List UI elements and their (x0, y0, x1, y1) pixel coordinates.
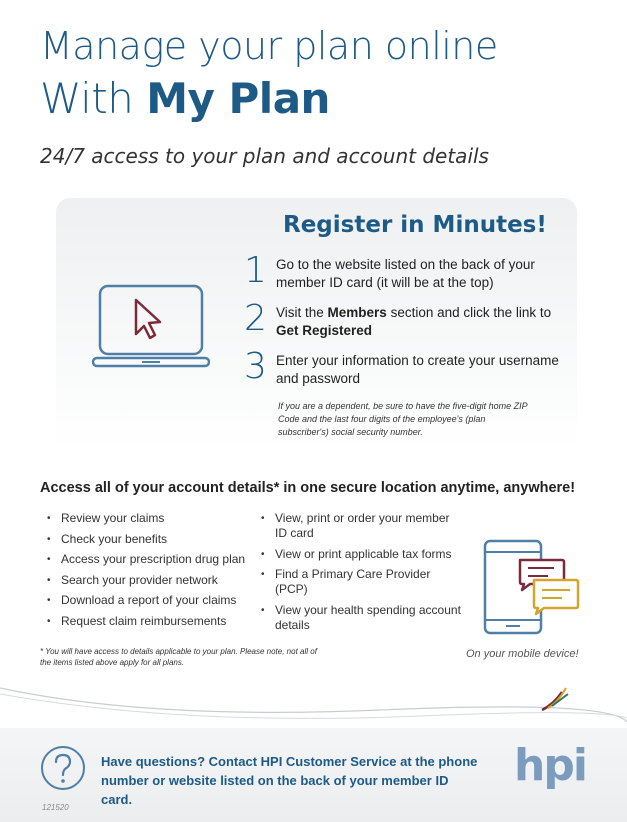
list-item: • Search your provider network (47, 573, 245, 588)
list-item: • View, print or order your member ID card (261, 511, 461, 541)
features-list-right (261, 511, 461, 638)
hpi-logo: hpi (514, 740, 586, 791)
features-list-left (47, 511, 245, 634)
list-item: • Review your claims (47, 511, 245, 526)
mobile-caption: On your mobile device! (466, 648, 579, 660)
question-icon (40, 745, 86, 791)
page-title-line1: Manage your plan online (40, 24, 498, 68)
footnote: * You will have access to details applicable to your plan. Please note, not all of the items listed above apply for all plans. (40, 647, 317, 667)
page-subtitle: 24/7 access to your plan and account details (40, 144, 489, 168)
contact-text: Have questions? Contact HPI Customer Service at the phone number or website listed on the back of your member ID card. (101, 754, 478, 807)
phone-chat-icon (482, 538, 582, 638)
page-title-line2 (40, 74, 330, 123)
step-number: 2 (244, 298, 267, 339)
list-item: • View your health spending account details (261, 603, 461, 633)
step-bold-part: Members (327, 305, 387, 320)
step-text (276, 304, 566, 340)
bird-icon (540, 684, 570, 714)
swoosh-divider (0, 680, 627, 730)
document-code: 121520 (42, 803, 69, 812)
step-number: 3 (244, 346, 267, 387)
list-item: • Check your benefits (47, 532, 245, 547)
register-title: Register in Minutes! (283, 212, 547, 238)
access-heading: Access all of your account details* in one secure location anytime, anywhere! (40, 480, 576, 496)
title-prefix: With (40, 74, 147, 123)
step-text: Go to the website listed on the back of your member ID card (it will be at the top) (276, 257, 535, 290)
step-text: Enter your information to create your username and password (276, 353, 559, 386)
list-item: • Request claim reimbursements (47, 614, 245, 629)
list-item: • Find a Primary Care Provider (PCP) (261, 567, 461, 597)
step-text-part: Visit the (276, 305, 328, 320)
step-bold-part: Get Registered (276, 323, 373, 338)
dependent-note: If you are a dependent, be sure to have the five-digit home ZIP Code and the last four digits of the employee's (plan subscriber's) social security number. (278, 401, 528, 437)
step-number: 1 (244, 250, 267, 291)
list-item: • Download a report of your claims (47, 593, 245, 608)
list-item: • Access your prescription drug plan (47, 552, 245, 567)
title-bold: My Plan (146, 74, 330, 123)
step-text-part: section and click the link to (386, 305, 552, 320)
laptop-cursor-icon (92, 282, 210, 370)
list-item: • View or print applicable tax forms (261, 547, 461, 562)
